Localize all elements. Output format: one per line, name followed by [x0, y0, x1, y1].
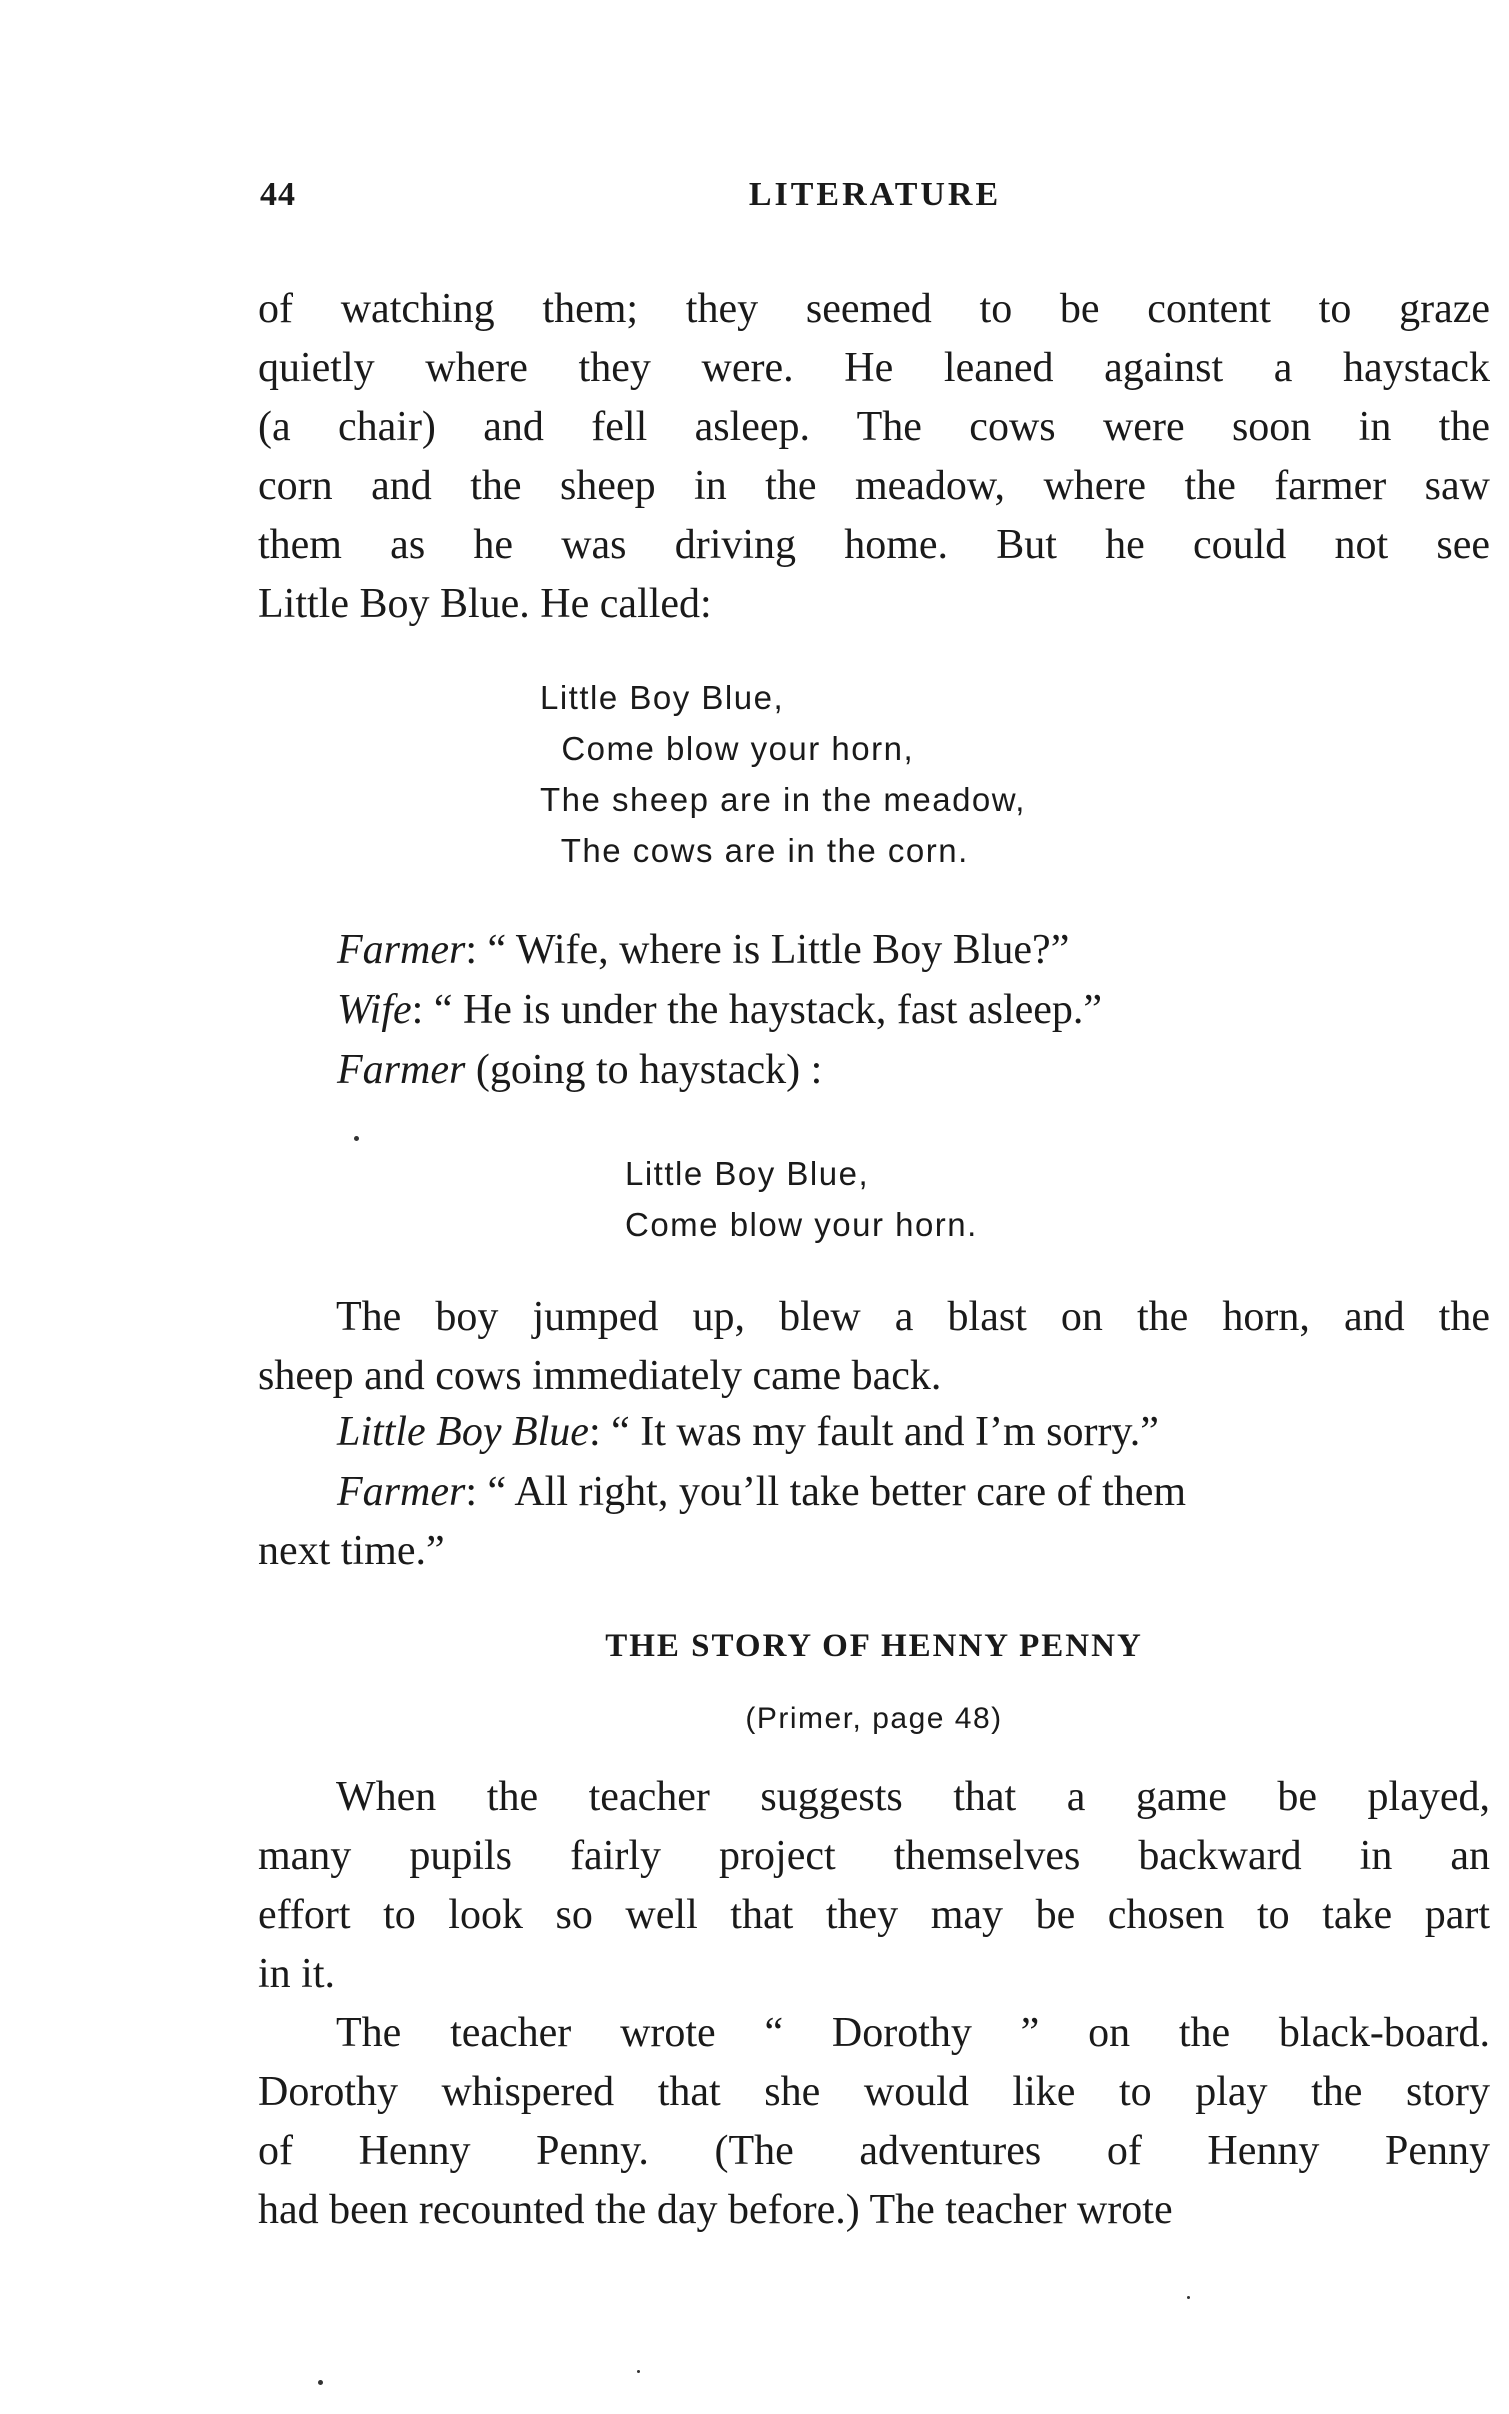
section-heading: THE STORY OF HENNY PENNY: [605, 1628, 1143, 1664]
verse-line: Little Boy Blue,: [625, 1155, 870, 1192]
dialogue-text: : “ All right, you’ll take better care of them: [465, 1469, 1187, 1515]
dialogue-text: : “ Wife, where is Little Boy Blue?”: [465, 927, 1070, 973]
dialogue-1: [337, 920, 1102, 1100]
dialogue-text: : “ He is under the haystack, fast asleep.”: [411, 987, 1103, 1033]
dialogue-text: : “ It was my fault and I’m sorry.”: [588, 1409, 1159, 1455]
dialogue-text: (going to haystack) :: [465, 1047, 823, 1093]
verse-1: [540, 672, 1026, 876]
verse-line: Come blow your horn.: [625, 1206, 978, 1243]
scan-speck: [1187, 2296, 1190, 2299]
verse-2: [625, 1148, 978, 1250]
paragraph-2: [258, 1288, 1490, 1406]
paragraph-1: [258, 280, 1490, 634]
speaker-name: Little Boy Blue: [337, 1409, 589, 1455]
dialogue-line: [337, 1040, 1102, 1100]
verse-line: The sheep are in the meadow,: [540, 781, 1026, 818]
text-line: sheep and cows immediately came back.: [258, 1353, 942, 1399]
text-line: corn and the sheep in the meadow, where the farmer saw: [258, 463, 1490, 509]
text-line: quietly where they were. He leaned against a haystack: [258, 345, 1490, 391]
running-title: LITERATURE: [748, 176, 1002, 213]
text-line: in it.: [258, 1951, 336, 1997]
text-line: When the teacher suggests that a game be played,: [336, 1774, 1490, 1820]
dialogue-line: [337, 1402, 1186, 1462]
paragraph-4: [258, 1768, 1490, 2004]
paragraph-3: [258, 1522, 1490, 1581]
running-header: [260, 176, 1490, 226]
dialogue-line: [337, 920, 1102, 980]
scan-speck: [318, 2380, 323, 2385]
text-line: (a chair) and fell asleep. The cows were soon in the: [258, 404, 1490, 450]
text-line: effort to look so well that they may be chosen to take part: [258, 1892, 1490, 1938]
dialogue-line: [337, 1462, 1186, 1522]
text-line: many pupils fairly project themselves backward in an: [258, 1833, 1490, 1879]
text-line: of watching them; they seemed to be content to graze: [258, 286, 1490, 332]
verse-line: Come blow your horn,: [540, 730, 915, 767]
section-subheading: (Primer, page 48): [745, 1702, 1003, 1735]
speaker-name: Farmer: [337, 1047, 466, 1093]
page-number: 44: [260, 176, 296, 213]
speaker-name: Farmer: [337, 927, 466, 973]
verse-line: Little Boy Blue,: [540, 679, 785, 716]
scan-speck: [637, 2370, 640, 2373]
speaker-name: Wife: [337, 987, 412, 1033]
text-line: Little Boy Blue. He called:: [258, 581, 712, 627]
dialogue-2: [337, 1402, 1186, 1522]
text-line: of Henny Penny. (The adventures of Henny Penny: [258, 2128, 1490, 2174]
text-line: The boy jumped up, blew a blast on the horn, and the: [336, 1294, 1490, 1340]
paragraph-5: [258, 2004, 1490, 2240]
verse-line: The cows are in the corn.: [540, 832, 969, 869]
scan-speck: [354, 1136, 359, 1141]
speaker-name: Farmer: [337, 1469, 466, 1515]
text-line: next time.”: [258, 1528, 445, 1574]
text-line: them as he was driving home. But he could not see: [258, 522, 1490, 568]
text-line: Dorothy whispered that she would like to play the story: [258, 2069, 1490, 2115]
text-line: had been recounted the day before.) The teacher wrote: [258, 2187, 1173, 2233]
dialogue-line: [337, 980, 1102, 1040]
text-line: The teacher wrote “ Dorothy ” on the black-board.: [336, 2010, 1490, 2056]
